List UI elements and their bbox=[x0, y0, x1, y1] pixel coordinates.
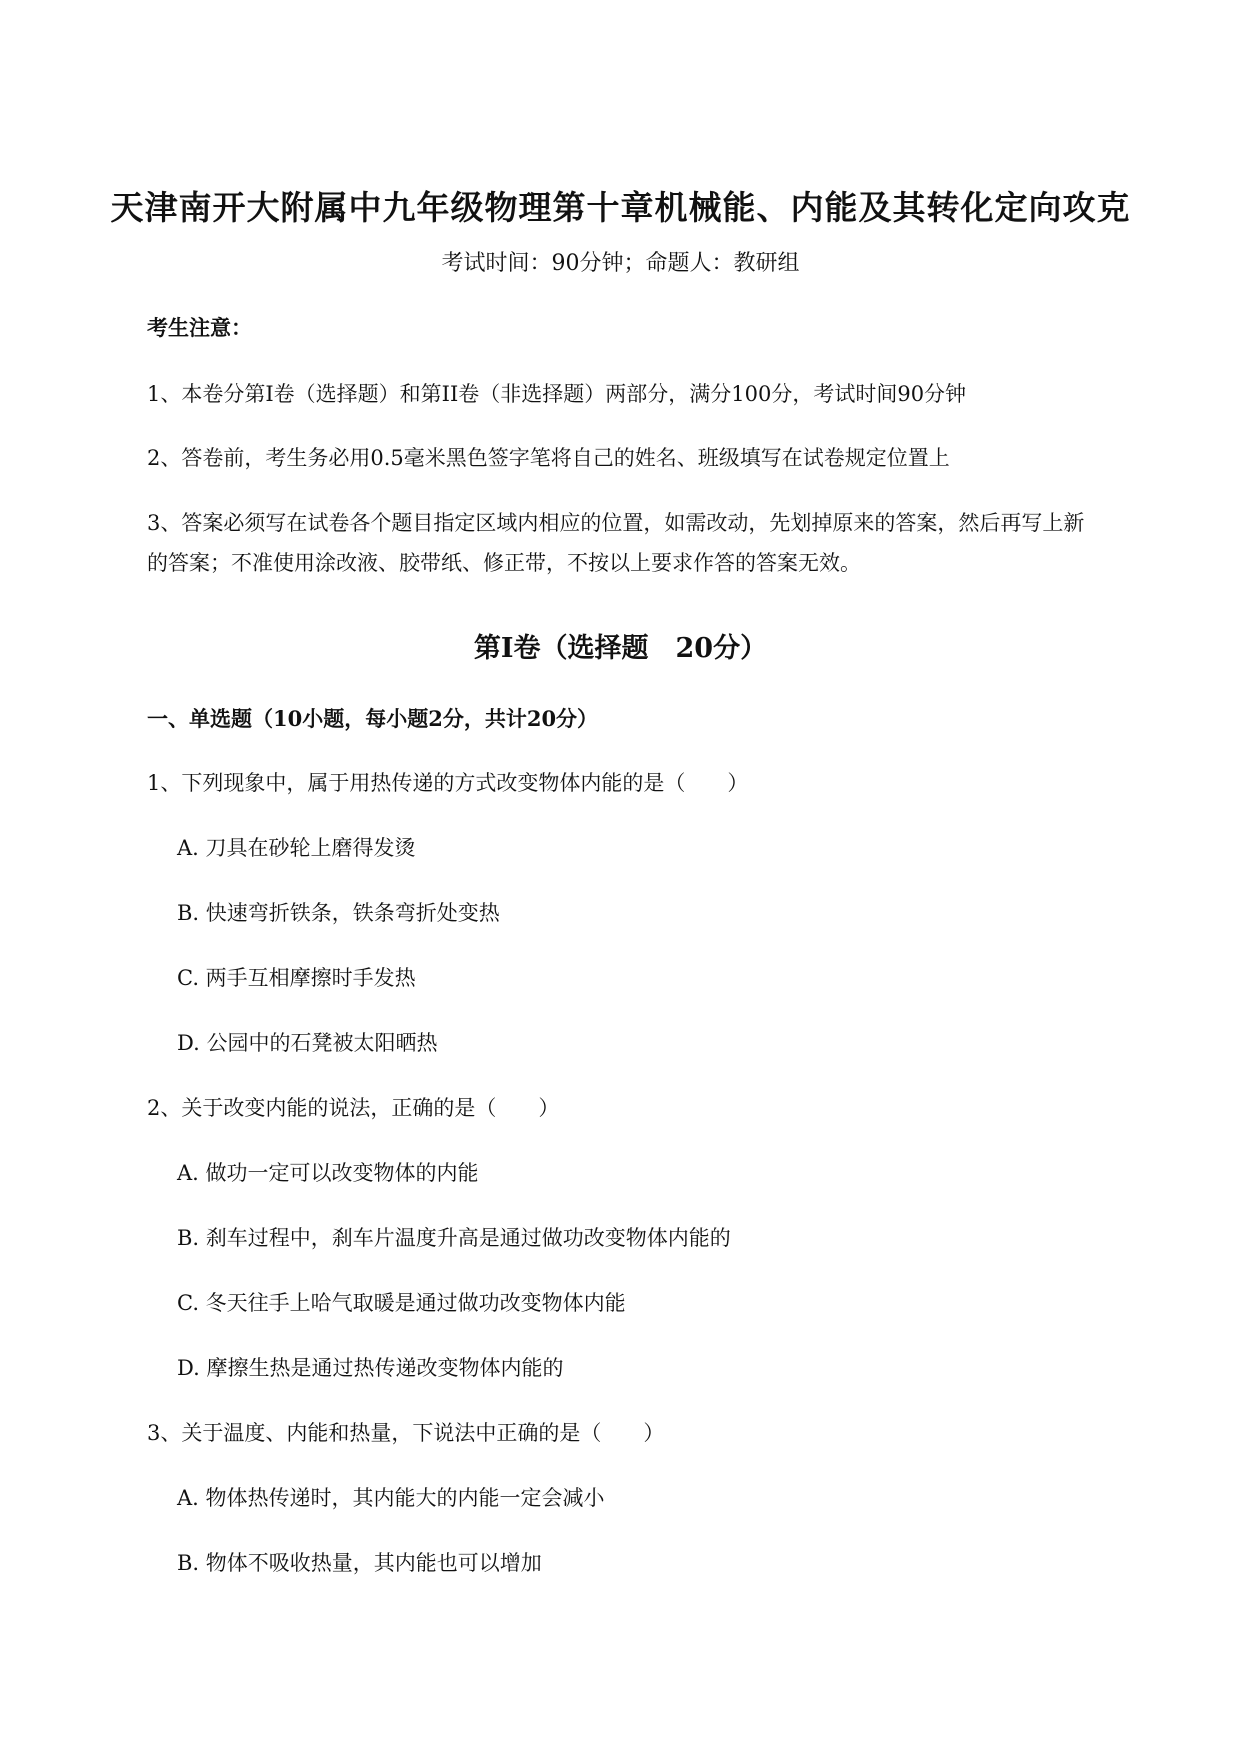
notice-item-continued: 的答案；不准使用涂改液、胶带纸、修正带，不按以上要求作答的答案无效。 bbox=[147, 551, 861, 575]
notice-heading: 考生注意： bbox=[147, 315, 252, 340]
notice-item: 1、本卷分第I卷（选择题）和第II卷（非选择题）两部分，满分100分，考试时间90分钟 bbox=[147, 382, 967, 406]
question-stem: 3、关于温度、内能和热量，下说法中正确的是（ ） bbox=[147, 1421, 665, 1445]
option-b: B. 快速弯折铁条，铁条弯折处变热 bbox=[177, 901, 500, 925]
option-b: B. 刹车过程中，刹车片温度升高是通过做功改变物体内能的 bbox=[177, 1226, 731, 1250]
question-stem: 2、关于改变内能的说法，正确的是（ ） bbox=[147, 1096, 560, 1120]
notice-item: 2、答卷前，考生务必用0.5毫米黑色签字笔将自己的姓名、班级填写在试卷规定位置上 bbox=[147, 446, 950, 470]
option-d: D. 公园中的石凳被太阳晒热 bbox=[177, 1031, 438, 1055]
exam-subtitle: 考试时间：90分钟；命题人：教研组 bbox=[441, 251, 800, 276]
exam-title: 天津南开大附属中九年级物理第十章机械能、内能及其转化定向攻克 bbox=[110, 188, 1131, 227]
part-heading: 一、单选题（10小题，每小题2分，共计20分） bbox=[147, 706, 599, 731]
section-title: 第I卷（选择题 20分） bbox=[473, 633, 768, 664]
notice-item: 3、答案必须写在试卷各个题目指定区域内相应的位置，如需改动，先划掉原来的答案，然后再写上新 bbox=[147, 511, 1085, 535]
option-d: D. 摩擦生热是通过热传递改变物体内能的 bbox=[177, 1356, 564, 1380]
question-stem: 1、下列现象中，属于用热传递的方式改变物体内能的是（ ） bbox=[147, 771, 749, 795]
option-a: A. 物体热传递时，其内能大的内能一定会减小 bbox=[177, 1486, 605, 1510]
option-c: C. 两手互相摩擦时手发热 bbox=[177, 966, 416, 990]
option-a: A. 做功一定可以改变物体的内能 bbox=[177, 1161, 479, 1185]
option-b: B. 物体不吸收热量，其内能也可以增加 bbox=[177, 1551, 542, 1575]
option-c: C. 冬天往手上哈气取暖是通过做功改变物体内能 bbox=[177, 1291, 626, 1315]
option-a: A. 刀具在砂轮上磨得发烫 bbox=[177, 836, 416, 860]
